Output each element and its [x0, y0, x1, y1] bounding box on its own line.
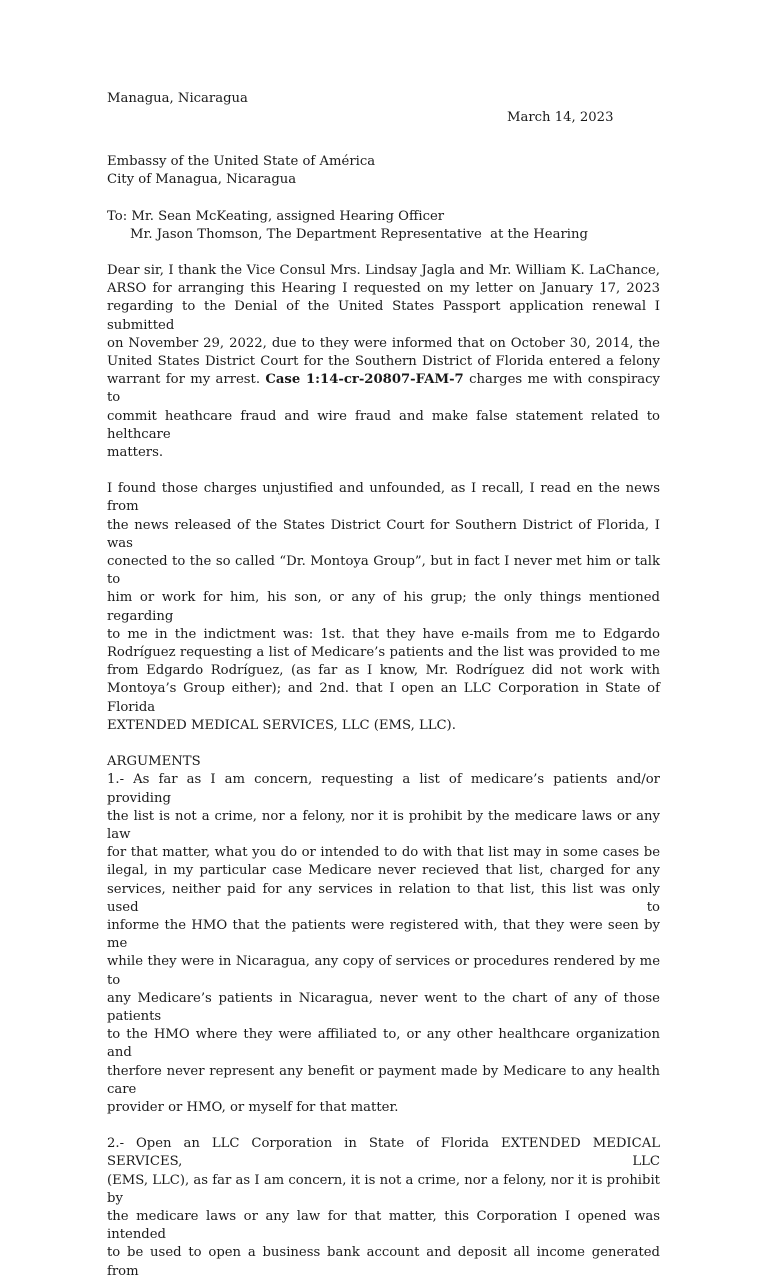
- text-line: any Medicare’s patients in Nicaragua, never went to the chart of any of those patients: [107, 990, 660, 1024]
- text-line: [107, 371, 660, 407]
- text-line: 1.- As far as I am concern, requesting a list of medicare’s patients and/or providing: [107, 772, 660, 806]
- text-line: 2.- Open an LLC Corporation in State of Florida EXTENDED MEDICAL SERVICES, LLC: [107, 1136, 660, 1170]
- text-line: the medicare laws or any law for that matter, this Corporation I opened was intended: [107, 1208, 660, 1243]
- text-line: ARSO for arranging this Hearing I requested on my letter on January 17, 2023: [107, 281, 660, 297]
- text-line: while they were in Nicaragua, any copy of services or procedures rendered by me to: [107, 954, 660, 988]
- text-fragment: charges me with conspiracy to: [107, 372, 661, 406]
- text-line: services, neither paid for any services in relation to that list, this list was only used to: [107, 881, 660, 915]
- text-line: to me in the indictment was: 1st. that they have e-mails from me to Edgardo: [107, 626, 660, 642]
- text-line: (EMS, LLC), as far as I am concern, it is not a crime, nor a felony, nor it is prohibit by: [107, 1172, 660, 1206]
- text-line: matters.: [107, 445, 164, 461]
- text-line: commit heathcare fraud and wire fraud and make false statement related to helthcare: [107, 408, 660, 442]
- arguments-heading: ARGUMENTS: [107, 754, 201, 770]
- text-line: the news released of the States District Court for Southern District of Florida, I was: [107, 517, 660, 551]
- addressee-line: To: Mr. Sean McKeating, assigned Hearing Officer: [107, 208, 445, 224]
- text-line: regarding to the Denial of the United States Passport application renewal I submitted: [107, 299, 660, 333]
- paragraph-charges: [107, 480, 660, 735]
- text-line: from Edgardo Rodríguez, (as far as I know, Mr. Rodríguez did not work with: [107, 663, 660, 679]
- letter-date: March 14, 2023: [507, 110, 614, 125]
- text-line: Montoya’s Group either); and 2nd. that I open an LLC Corporation in State of Florida: [107, 681, 660, 715]
- text-line: for that matter, what you do or intended to do with that list may in some cases be: [107, 845, 660, 861]
- text-fragment: warrant for my arrest.: [107, 372, 261, 388]
- case-number: Case 1:14-cr-20807-FAM-7: [265, 372, 464, 388]
- argument-1: [107, 771, 660, 1117]
- recipient-line: City of Managua, Nicaragua: [107, 172, 297, 188]
- text-line: him or work for him, his son, or any of his grup; the only things mentioned regarding: [107, 590, 660, 624]
- text-line: EXTENDED MEDICAL SERVICES, LLC (EMS, LLC).: [107, 717, 456, 733]
- text-line: the list is not a crime, nor a felony, nor it is prohibit by the medicare laws or any law: [107, 808, 660, 842]
- text-line: therfore never represent any benefit or payment made by Medicare to any health care: [107, 1063, 660, 1097]
- addressee-block: [107, 208, 660, 244]
- text-line: to be used to open a business bank account and deposit all income generated from: [107, 1245, 660, 1279]
- text-line: Dear sir, I thank the Vice Consul Mrs. Lindsay Jagla and Mr. William K. LaChance,: [107, 263, 660, 279]
- text-line: informe the HMO that the patients were registered with, that they were seen by me: [107, 917, 660, 952]
- addressee-line: Mr. Jason Thomson, The Department Representative at the Hearing: [130, 226, 588, 242]
- text-line: I found those charges unjustified and unfounded, as I recall, I read en the news from: [107, 481, 660, 515]
- argument-2: [107, 1135, 660, 1281]
- text-line: United States District Court for the Southern District of Florida entered a felony: [107, 354, 660, 370]
- recipient-line: Embassy of the United State of América: [107, 154, 376, 170]
- paragraph-intro: [107, 262, 660, 462]
- text-line: Rodríguez requesting a list of Medicare’s patients and the list was provided to me: [107, 645, 660, 661]
- text-line: ilegal, in my particular case Medicare never recieved that list, charged for any: [107, 863, 660, 879]
- recipient-block: [107, 153, 660, 189]
- letter-body: [107, 90, 660, 1281]
- text-line: provider or HMO, or myself for that matter.: [107, 1099, 399, 1115]
- letter-place: Managua, Nicaragua: [107, 91, 248, 106]
- text-line: to the HMO where they were affiliated to, or any other healthcare organization and: [107, 1027, 660, 1061]
- text-line: on November 29, 2022, due to they were informed that on October 30, 2014, the: [107, 335, 660, 351]
- text-line: conected to the so called “Dr. Montoya Group”, but in fact I never met him or talk to: [107, 554, 660, 588]
